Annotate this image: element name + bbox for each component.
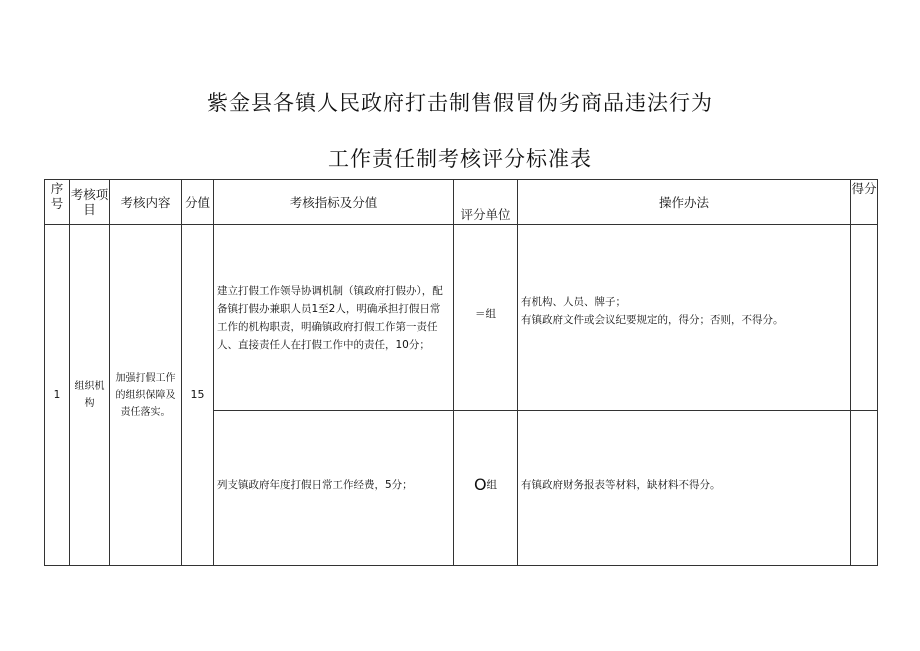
assessment-table <box>44 179 878 566</box>
cell-method <box>518 225 851 411</box>
cell-item: 组织机构 <box>70 225 110 566</box>
header-seq: 序号 <box>45 180 70 225</box>
unit-mark: O <box>473 475 487 494</box>
header-unit: 评分单位 <box>454 180 518 225</box>
unit-mark: ＝ <box>475 307 486 320</box>
header-row <box>45 180 878 225</box>
cell-indicator: 列支镇政府年度打假日常工作经费，5分； <box>214 411 454 566</box>
cell-score <box>851 225 878 411</box>
header-item: 考核项目 <box>70 180 110 225</box>
header-indicator: 考核指标及分值 <box>214 180 454 225</box>
cell-points: 15 <box>182 225 214 566</box>
header-points: 分值 <box>182 180 214 225</box>
method-line: 有机构、人员、牌子； <box>521 295 626 308</box>
header-content: 考核内容 <box>110 180 182 225</box>
table-row <box>45 225 878 411</box>
unit-label: 组 <box>485 307 496 320</box>
cell-score <box>851 411 878 566</box>
cell-indicator: 建立打假工作领导协调机制（镇政府打假办），配备镇打假办兼职人员1至2人，明确承担打假日常工作的机构职责，明确镇政府打假工作第一责任人、直接责任人在打假工作中的责任，10分； <box>214 225 454 411</box>
cell-content: 加强打假工作的组织保障及责任落实。 <box>110 225 182 566</box>
method-line: 有镇政府财务报表等材料，缺材料不得分。 <box>521 479 721 491</box>
header-score: 得分 <box>851 180 878 225</box>
header-method: 操作办法 <box>518 180 851 225</box>
method-line: 有镇政府文件或会议纪要规定的，得分；否则，不得分。 <box>521 313 784 326</box>
cell-unit <box>454 411 518 566</box>
document-title-line1: 紫金县各镇人民政府打击制售假冒伪劣商品违法行为 <box>207 91 713 115</box>
cell-seq: 1 <box>45 225 70 566</box>
unit-label: 组 <box>486 479 498 491</box>
cell-method <box>518 411 851 566</box>
document-title-line2: 工作责任制考核评分标准表 <box>328 147 592 171</box>
cell-unit <box>454 225 518 411</box>
